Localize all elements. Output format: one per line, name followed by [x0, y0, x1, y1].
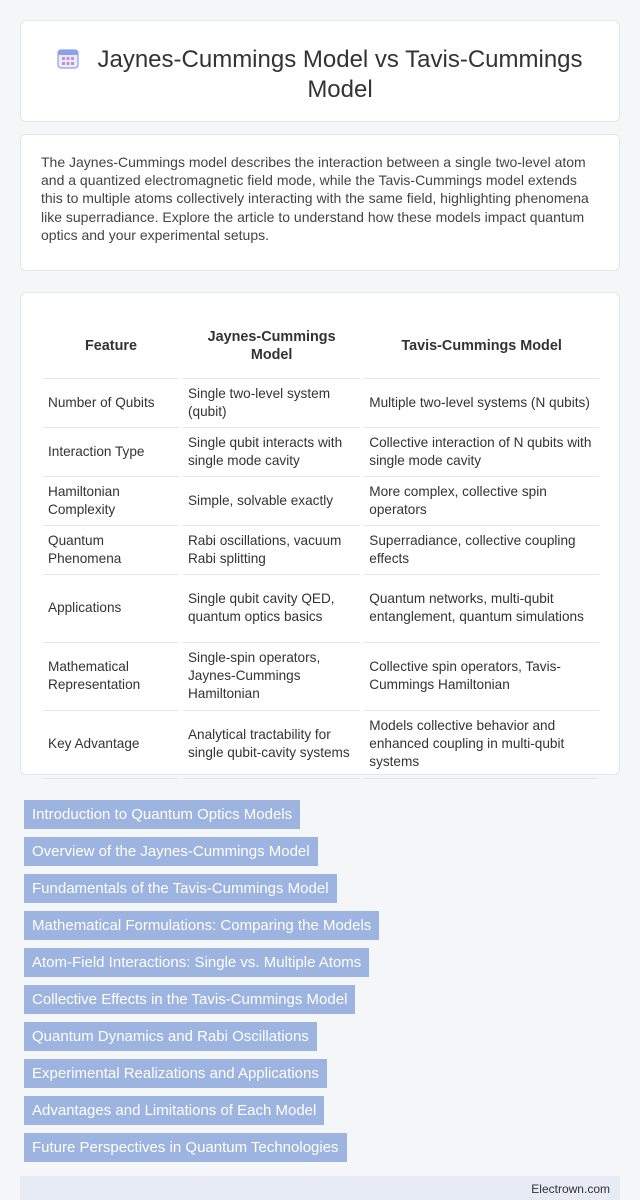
- feature-cell: Key Advantage: [43, 710, 179, 778]
- toc-link[interactable]: Atom-Field Interactions: Single vs. Multiple Atoms: [24, 948, 369, 977]
- table-header-cell: Tavis-Cummings Model: [364, 315, 599, 378]
- table-row: [43, 476, 599, 525]
- feature-cell: Hamiltonian Complexity: [43, 476, 179, 525]
- table-header-cell: Feature: [43, 315, 179, 378]
- jaynes-cummings-cell: Analytical tractability for single qubit-cavity systems: [183, 710, 360, 778]
- table-row: [43, 710, 599, 778]
- toc-link[interactable]: Introduction to Quantum Optics Models: [24, 800, 300, 829]
- toc-link[interactable]: Future Perspectives in Quantum Technologies: [24, 1133, 347, 1162]
- tavis-cummings-cell: Quantum networks, multi-qubit entanglement, quantum simulations: [364, 574, 599, 642]
- comparison-table: [43, 315, 599, 779]
- feature-cell: Mathematical Representation: [43, 642, 179, 710]
- tavis-cummings-cell: Multiple two-level systems (N qubits): [364, 378, 599, 427]
- toc-link[interactable]: Fundamentals of the Tavis-Cummings Model: [24, 874, 337, 903]
- jaynes-cummings-cell: Simple, solvable exactly: [183, 476, 360, 525]
- intro-text: The Jaynes-Cummings model describes the interaction between a single two-level atom and a quantized electromagnetic field mode, while the Tavis-Cummings model extends this to multiple atoms collectively interacting with the same field, highlighting phenomena like superradiance. Explore the article to understand how these models impact quantum optics and your experimental setups.: [41, 154, 589, 243]
- tavis-cummings-cell: Models collective behavior and enhanced coupling in multi-qubit systems: [364, 710, 599, 778]
- footer: [20, 1176, 620, 1200]
- jaynes-cummings-cell: Single qubit interacts with single mode cavity: [183, 427, 360, 476]
- table-header-row: [43, 315, 599, 378]
- jaynes-cummings-cell: Single qubit cavity QED, quantum optics basics: [183, 574, 360, 642]
- feature-cell: Number of Qubits: [43, 378, 179, 427]
- toc-link[interactable]: Mathematical Formulations: Comparing the Models: [24, 911, 379, 940]
- feature-cell: Interaction Type: [43, 427, 179, 476]
- table-row: [43, 642, 599, 710]
- tavis-cummings-cell: Superradiance, collective coupling effects: [364, 525, 599, 574]
- table-row: [43, 378, 599, 427]
- toc-link[interactable]: Experimental Realizations and Applications: [24, 1059, 327, 1088]
- intro-card: [20, 134, 620, 271]
- table-row: [43, 525, 599, 574]
- table-header-cell: Jaynes-Cummings Model: [183, 315, 360, 378]
- toc-link[interactable]: Advantages and Limitations of Each Model: [24, 1096, 324, 1125]
- feature-cell: Applications: [43, 574, 179, 642]
- page-title: Jaynes-Cummings Model vs Tavis-Cummings Model: [97, 46, 583, 103]
- toc-link[interactable]: Collective Effects in the Tavis-Cummings Model: [24, 985, 355, 1014]
- tavis-cummings-cell: Collective interaction of N qubits with single mode cavity: [364, 427, 599, 476]
- footer-brand: Electrown.com: [531, 1182, 610, 1196]
- header-card: [20, 20, 620, 122]
- comparison-table-card: [20, 292, 620, 775]
- toc-link[interactable]: Overview of the Jaynes-Cummings Model: [24, 837, 318, 866]
- jaynes-cummings-cell: Single two-level system (qubit): [183, 378, 360, 427]
- jaynes-cummings-cell: Rabi oscillations, vacuum Rabi splitting: [183, 525, 360, 574]
- tavis-cummings-cell: Collective spin operators, Tavis-Cummings Hamiltonian: [364, 642, 599, 710]
- tavis-cummings-cell: More complex, collective spin operators: [364, 476, 599, 525]
- feature-cell: Quantum Phenomena: [43, 525, 179, 574]
- jaynes-cummings-cell: Single-spin operators, Jaynes-Cummings Hamiltonian: [183, 642, 360, 710]
- table-row: [43, 427, 599, 476]
- toc-link[interactable]: Quantum Dynamics and Rabi Oscillations: [24, 1022, 317, 1051]
- table-row: [43, 574, 599, 642]
